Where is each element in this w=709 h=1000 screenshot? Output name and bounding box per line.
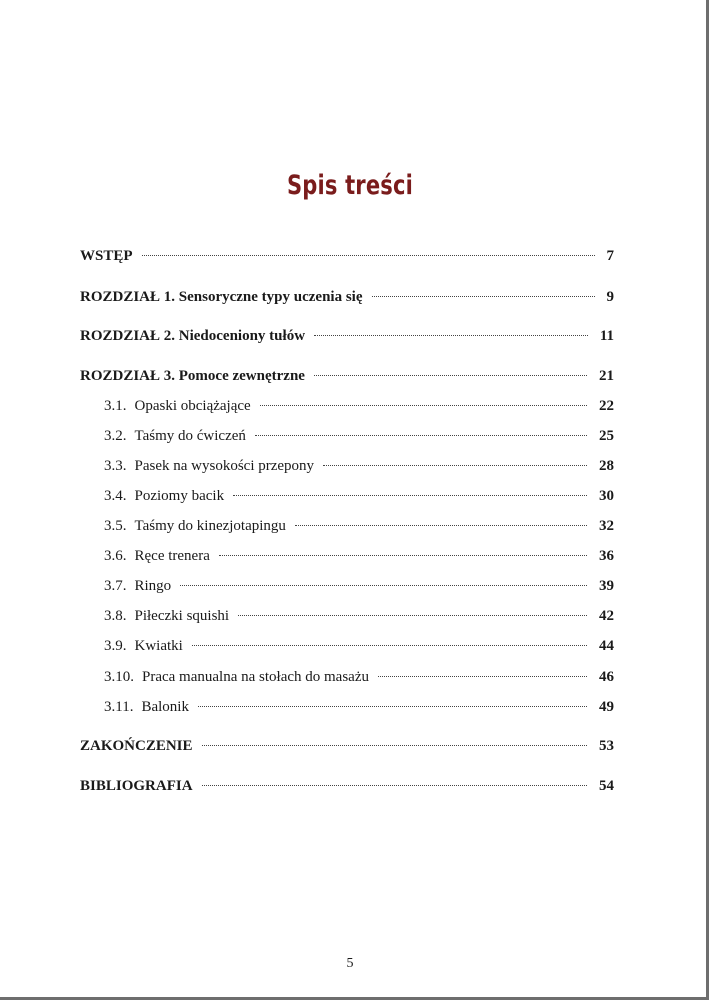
- dot-leader: [142, 255, 595, 256]
- dot-leader: [378, 676, 587, 677]
- toc-subentry-3-4[interactable]: [104, 487, 614, 505]
- toc-subentry-label: Opaski obciążające: [134, 398, 251, 414]
- toc-entry-label: ROZDZIAŁ 1. Sensoryczne typy uczenia się: [80, 289, 363, 305]
- toc-subentry-page: 22: [599, 398, 614, 414]
- toc-subentry-label: Pasek na wysokości przepony: [134, 458, 315, 474]
- toc-subentry-3-11[interactable]: [104, 698, 614, 716]
- toc-entry-page: 11: [599, 328, 614, 344]
- dot-leader: [323, 465, 587, 466]
- toc-subentry-label: Ręce trenera: [134, 548, 210, 564]
- toc-subentry-label: Poziomy bacik: [134, 488, 225, 504]
- toc-subentry-number: 3.9.: [104, 638, 127, 654]
- toc-subentry-number: 3.8.: [104, 608, 127, 624]
- toc-entry-page: 9: [606, 289, 614, 305]
- toc-entry-zakonczenie[interactable]: [80, 737, 614, 755]
- toc-subentry-number: 3.11.: [104, 699, 134, 715]
- toc-subentry-page: 32: [599, 518, 614, 534]
- toc-subentry-number: 3.6.: [104, 548, 127, 564]
- dot-leader: [198, 706, 587, 707]
- toc-subentry-label: Taśmy do ćwiczeń: [134, 428, 246, 444]
- toc-subentry-label: Taśmy do kinezjotapingu: [134, 518, 286, 534]
- page-number: 5: [346, 956, 354, 971]
- toc-subentry-3-1[interactable]: [104, 397, 614, 415]
- toc-entry-rozdzial-3[interactable]: [80, 367, 614, 385]
- dot-leader: [202, 745, 587, 746]
- toc-subentry-label: Ringo: [134, 578, 172, 594]
- toc-subentry-label: Piłeczki squishi: [134, 608, 230, 624]
- toc-entry-rozdzial-1[interactable]: [80, 288, 614, 306]
- dot-leader: [372, 296, 595, 297]
- toc-subentry-number: 3.2.: [104, 428, 127, 444]
- toc-entry-label: ZAKOŃCZENIE: [80, 738, 193, 754]
- toc-subentry-number: 3.3.: [104, 458, 127, 474]
- toc-entry-label: WSTĘP: [80, 248, 133, 264]
- dot-leader: [314, 335, 588, 336]
- toc-subentry-number: 3.10.: [104, 669, 134, 685]
- toc-entry-rozdzial-2[interactable]: [80, 327, 614, 345]
- dot-leader: [180, 585, 587, 586]
- toc-subentry-page: 39: [599, 578, 614, 594]
- toc-subentry-3-2[interactable]: [104, 427, 614, 445]
- dot-leader: [255, 435, 587, 436]
- toc-subentry-3-3[interactable]: [104, 457, 614, 475]
- toc-subentry-3-8[interactable]: [104, 607, 614, 625]
- toc-subentry-number: 3.7.: [104, 578, 127, 594]
- dot-leader: [233, 495, 587, 496]
- toc-subentry-3-6[interactable]: [104, 547, 614, 565]
- dot-leader: [219, 555, 587, 556]
- dot-leader: [314, 375, 587, 376]
- dot-leader: [202, 785, 587, 786]
- page-title: Spis treści: [286, 170, 414, 201]
- dot-leader: [238, 615, 587, 616]
- toc-entry-page: 53: [599, 738, 614, 754]
- dot-leader: [192, 645, 587, 646]
- toc-entry-label: ROZDZIAŁ 3. Pomoce zewnętrzne: [80, 368, 305, 384]
- toc-subentry-label: Kwiatki: [134, 638, 183, 654]
- toc-subentry-page: 49: [599, 699, 614, 715]
- toc-subentry-3-7[interactable]: [104, 577, 614, 595]
- toc-subentry-3-5[interactable]: [104, 517, 614, 535]
- toc-subentry-number: 3.4.: [104, 488, 127, 504]
- toc-entry-page: 7: [606, 248, 614, 264]
- dot-leader: [295, 525, 587, 526]
- toc-subentry-number: 3.5.: [104, 518, 127, 534]
- toc-subentry-label: Praca manualna na stołach do masażu: [142, 669, 369, 685]
- toc-entry-page: 21: [599, 368, 614, 384]
- toc-subentry-page: 36: [599, 548, 614, 564]
- toc-subentry-page: 28: [599, 458, 614, 474]
- toc-entry-wstep[interactable]: [80, 247, 614, 265]
- toc-subentry-page: 46: [599, 669, 614, 685]
- toc-entry-label: BIBLIOGRAFIA: [80, 778, 193, 794]
- toc-entry-label: ROZDZIAŁ 2. Niedoceniony tułów: [80, 328, 306, 344]
- dot-leader: [260, 405, 587, 406]
- toc-subentry-number: 3.1.: [104, 398, 127, 414]
- toc-subentry-label: Balonik: [141, 699, 189, 715]
- toc-subentry-page: 44: [599, 638, 614, 654]
- toc-subentry-page: 42: [599, 608, 614, 624]
- toc-subentry-3-10[interactable]: [104, 668, 614, 686]
- toc-subentry-page: 25: [599, 428, 614, 444]
- toc-subentry-page: 30: [599, 488, 614, 504]
- toc-entry-page: 54: [599, 778, 614, 794]
- toc-subentry-3-9[interactable]: [104, 637, 614, 655]
- toc-entry-bibliografia[interactable]: [80, 777, 614, 795]
